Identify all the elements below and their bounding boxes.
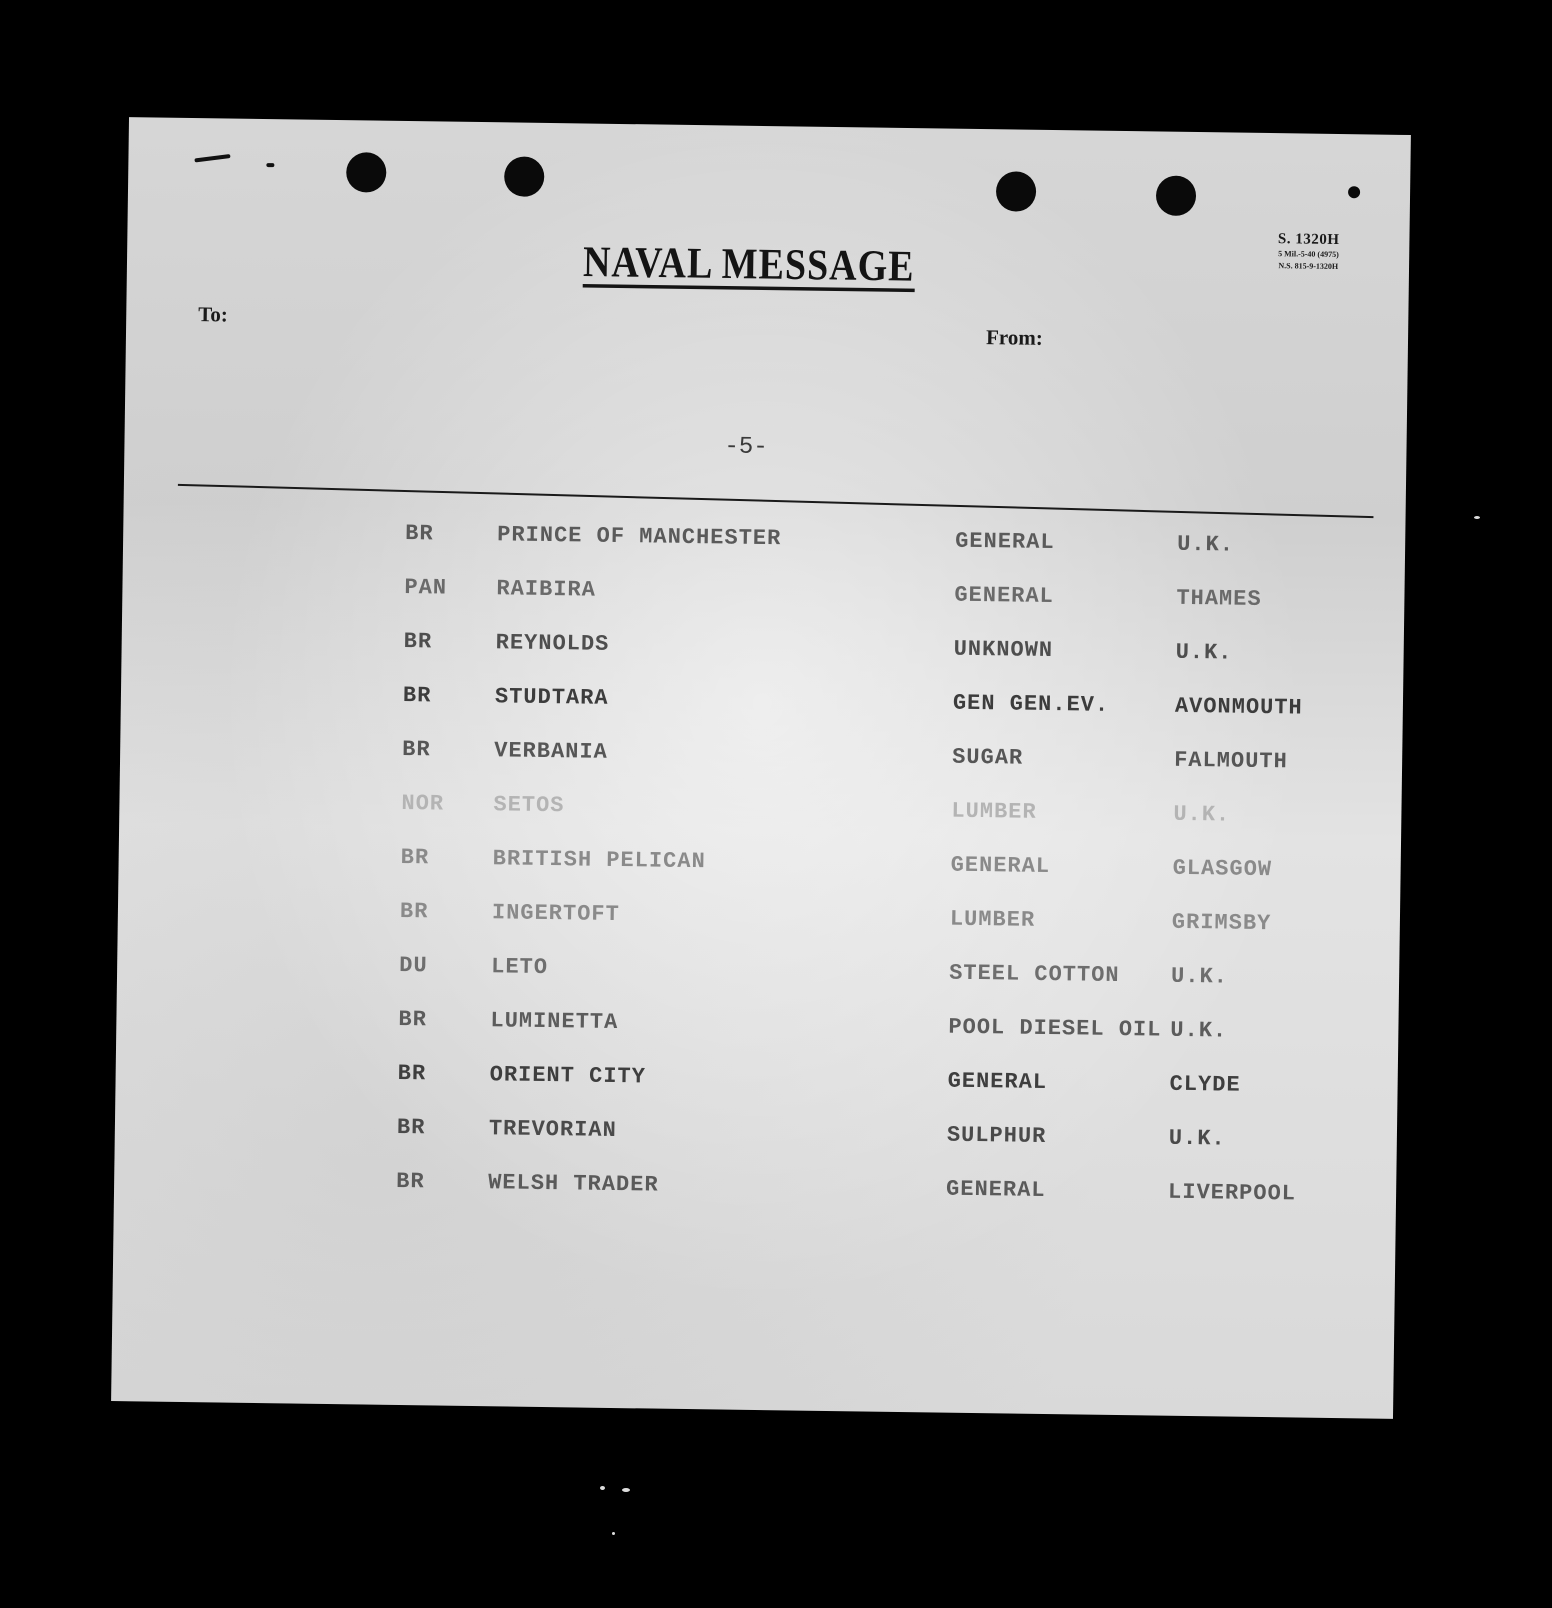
ship-cell: BRITISH PELICAN — [492, 846, 706, 875]
cargo-cell: SULPHUR — [946, 1122, 1047, 1150]
flag-cell: PAN — [404, 575, 448, 601]
ship-cell: REYNOLDS — [495, 630, 610, 657]
flag-cell: BR — [399, 898, 429, 925]
ship-cell: RAIBIRA — [496, 576, 597, 603]
form-code-sub: N.S. 815-9-1320H — [1278, 261, 1339, 272]
punch-hole — [1348, 186, 1360, 198]
destination-cell: U.K. — [1176, 531, 1235, 558]
table-row — [123, 517, 1405, 569]
ship-cell: VERBANIA — [494, 738, 609, 765]
cargo-cell: GENERAL — [950, 852, 1051, 880]
punch-hole — [504, 156, 545, 197]
table-row — [118, 895, 1400, 947]
table-row — [116, 1003, 1398, 1055]
page-title: NAVAL MESSAGE — [582, 238, 915, 291]
ship-cell: LUMINETTA — [490, 1008, 619, 1036]
ship-cell: SETOS — [493, 792, 565, 819]
destination-cell: GRIMSBY — [1171, 909, 1272, 937]
convoy-list — [123, 517, 1405, 1207]
dust-speck — [612, 1532, 615, 1535]
ship-cell: TREVORIAN — [488, 1116, 617, 1144]
flag-cell: BR — [396, 1114, 426, 1141]
cargo-cell: LUMBER — [949, 906, 1036, 933]
flag-cell: BR — [397, 1060, 427, 1087]
cargo-cell: GEN GEN.EV. — [952, 690, 1110, 718]
punch-hole — [1156, 175, 1197, 216]
form-code-main: S. 1320H — [1277, 231, 1340, 249]
destination-cell: LIVERPOOL — [1167, 1179, 1297, 1207]
flag-cell: BR — [398, 1006, 428, 1033]
table-row — [121, 679, 1403, 731]
cargo-cell: GENERAL — [955, 528, 1055, 556]
destination-cell: U.K. — [1170, 963, 1229, 990]
message-form — [111, 117, 1411, 1419]
punch-hole — [996, 171, 1037, 212]
dust-speck — [622, 1488, 630, 1492]
cargo-cell: SUGAR — [951, 744, 1024, 771]
table-row — [115, 1057, 1397, 1109]
flag-cell: BR — [400, 844, 430, 871]
destination-cell: FALMOUTH — [1173, 747, 1288, 775]
to-label: To: — [198, 302, 229, 327]
cargo-cell: POOL DIESEL OIL — [948, 1014, 1162, 1043]
cargo-cell: GENERAL — [947, 1068, 1048, 1096]
table-row — [114, 1165, 1396, 1217]
flag-cell: NOR — [401, 790, 445, 817]
cargo-cell: GENERAL — [945, 1176, 1046, 1204]
punch-hole — [346, 152, 387, 193]
form-code — [1277, 231, 1339, 273]
divider — [178, 484, 1374, 518]
cargo-cell: UNKNOWN — [953, 636, 1054, 664]
dust-speck — [1474, 516, 1480, 519]
destination-cell: U.K. — [1173, 801, 1231, 828]
table-row — [118, 841, 1400, 893]
page-number: -5- — [724, 433, 768, 462]
destination-cell: U.K. — [1168, 1125, 1226, 1152]
flag-cell: BR — [402, 682, 432, 709]
from-label: From: — [985, 325, 1043, 350]
flag-cell: BR — [405, 521, 434, 547]
table-row — [121, 625, 1403, 677]
flag-cell: BR — [403, 629, 433, 655]
cargo-cell: GENERAL — [954, 582, 1055, 610]
form-code-sub: 5 Mil.-5-40 (4975) — [1278, 249, 1339, 260]
ship-cell: WELSH TRADER — [488, 1170, 659, 1198]
flag-cell: BR — [396, 1168, 425, 1195]
table-row — [119, 787, 1401, 839]
destination-cell: GLASGOW — [1172, 855, 1273, 883]
table-row — [115, 1111, 1397, 1163]
cargo-cell: LUMBER — [951, 798, 1037, 825]
table-row — [117, 949, 1399, 1001]
destination-cell: U.K. — [1170, 1017, 1228, 1044]
ship-cell: ORIENT CITY — [489, 1062, 647, 1090]
cargo-cell: STEEL COTTON — [948, 960, 1120, 989]
ship-cell: INGERTOFT — [491, 900, 620, 928]
flag-cell: DU — [399, 952, 428, 979]
ship-cell: LETO — [491, 954, 549, 981]
table-row — [120, 733, 1402, 785]
ink-mark — [194, 154, 230, 162]
table-row — [122, 571, 1404, 623]
ink-mark — [266, 163, 274, 167]
flag-cell: BR — [402, 736, 431, 763]
destination-cell: AVONMOUTH — [1174, 693, 1303, 721]
ship-cell: PRINCE OF MANCHESTER — [497, 522, 782, 552]
ship-cell: STUDTARA — [494, 684, 609, 711]
destination-cell: THAMES — [1176, 585, 1262, 612]
dust-speck — [600, 1486, 605, 1490]
destination-cell: U.K. — [1175, 639, 1233, 666]
destination-cell: CLYDE — [1169, 1071, 1241, 1098]
